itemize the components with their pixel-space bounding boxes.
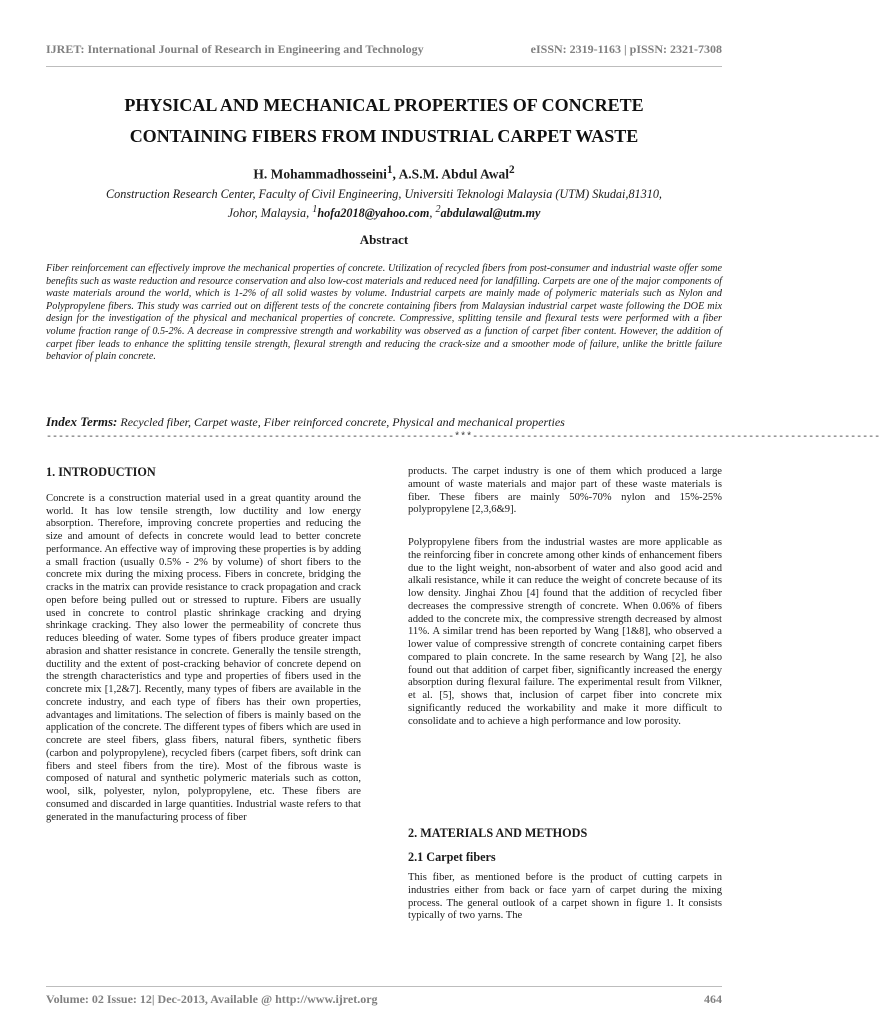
email-1-mark: 1	[312, 204, 318, 215]
abstract-text: Fiber reinforcement can effectively improve the mechanical properties of concrete. Utilization of recycled fibers from post-consumer and industrial waste offer some benefits such as waste reduction and resource conservation and also low-cost materials and reduced need for landfilling. Carpets are one of the major components of waste materials around the world, which is 1-2% of all solid wastes by volume. Industrial carpets are mainly made of polymeric materials such as Nylon and Polypropylene fibers. This study was carried out on different tests of the concrete containing fibers from Malaysian industrial carpet waste following the DOE mix design for the investigation of the physical and mechanical properties of concrete. Compressive, splitting tensile and flexural tests were performed with a fiber volume fraction range of 0.5-2%. A decrease in compressive strength and workability was observed as a function of carpet fiber content. However, the addition of carpet fiber leads to enhance the splitting tensile strength, flexural strength and reducing the crack-size and a smoother mode of failure, unlike the brittle failure behavior of plain concrete.	[46, 263, 722, 363]
author-2: A.S.M. Abdul Awal	[398, 166, 509, 182]
email-separator: ,	[429, 206, 436, 221]
index-terms	[46, 414, 722, 430]
introduction-paragraph-2: products. The carpet industry is one of them which produced a large amount of waste materials and major part of these waste materials is fiber. These fibers are mainly 50%-70% nylon and 15%-25% polypropylene [2,3,6&9].	[408, 466, 722, 516]
section-separator: --------------------------------------------------------------------***--------------------------------------------------------------------	[46, 432, 880, 443]
left-column	[46, 466, 361, 844]
title-line-1: PHYSICAL AND MECHANICAL PROPERTIES OF CONCRETE	[124, 95, 644, 115]
journal-name: IJRET: International Journal of Research in Engineering and Technology	[46, 42, 424, 56]
abstract-heading: Abstract	[359, 232, 409, 247]
page-number: 464	[704, 992, 722, 1006]
index-terms-value: Recycled fiber, Carpet waste, Fiber reinforced concrete, Physical and mechanical properties	[120, 415, 565, 429]
issn: eISSN: 2319-1163 | pISSN: 2321-7308	[530, 42, 722, 56]
email-2-mark: 2	[435, 204, 441, 215]
introduction-paragraph-3: Polypropylene fibers from the industrial wastes are more applicable as the reinforcing fiber in concrete among other kinds of enhancement fibers due to the light weight, non-absorbent of water and also good acid and alkali resistance, while it can reduce the weight of concrete because of its low density. Jinghai Zhou [4] found that the addition of recycled fiber decreases the compressive strength of concrete. When 0.06% of fibers added to the concrete mix, the compressive strength decreased by almost 11%. A similar trend has been reported by Wang [1&8], who observed a lower value of compressive strength of concrete containing carpet fibers compared to plain concrete. In the same research by Wang [2], he also found out that addition of carpet fiber, significantly increased the energy absorption during flexural failure. The experimental result from Vilkner, et al. [5], shows that, inclusion of carpet fiber into concrete mix significantly reduced the workability and make it more difficult to consolidate and to achieve a high performance and low porosity.	[408, 537, 722, 727]
paper-title	[46, 90, 722, 152]
email-2[interactable]: abdulawal@utm.my	[440, 206, 541, 221]
author-list	[46, 164, 722, 183]
introduction-heading: 1. INTRODUCTION	[46, 465, 156, 479]
title-line-2: CONTAINING FIBERS FROM INDUSTRIAL CARPET WASTE	[129, 126, 639, 146]
header-divider	[46, 66, 722, 67]
affiliation-line-1: Construction Research Center, Faculty of Civil Engineering, Universiti Teknologi Malaysia (UTM) Skudai,81310,	[106, 187, 662, 201]
right-column	[408, 466, 722, 748]
author-1: H. Mohammadhosseini	[253, 166, 387, 182]
carpet-fibers-paragraph: This fiber, as mentioned before is the product of cutting carpets in industries either from back or face yarn of carpet during the mixing process. The general outlook of a carpet shown in figure 1. It consists typically of two yarns. The	[408, 872, 722, 922]
affiliation	[46, 186, 722, 221]
footer-divider	[46, 986, 722, 987]
running-header	[46, 42, 722, 60]
author-separator: ,	[392, 166, 399, 182]
affiliation-location: Johor, Malaysia,	[227, 206, 313, 221]
index-terms-label: Index Terms:	[46, 414, 118, 429]
email-1[interactable]: hofa2018@yahoo.com	[317, 206, 430, 221]
author-2-affiliation-mark: 2	[508, 164, 515, 176]
affiliation-line-2	[46, 202, 722, 221]
materials-methods-heading: 2. MATERIALS AND METHODS	[408, 826, 588, 840]
carpet-fibers-heading: 2.1 Carpet fibers	[408, 850, 496, 864]
volume-info: Volume: 02 Issue: 12| Dec-2013, Available @ http://www.ijret.org	[46, 992, 378, 1006]
author-1-affiliation-mark: 1	[386, 164, 393, 176]
introduction-paragraph-1: Concrete is a construction material used in a great quantity around the world. It has low tensile strength, low ductility and low energy absorption. Therefore, improving concrete properties and reducing the size and amount of defects in concrete would lead to better concrete performance. An effective way of improving these properties is by adding a small fraction (usually 0.5% - 2% by volume) of short fibers to the concrete mix during the mixing process. Fibers in concrete, bridging the cracks in the matrix can provide resistance to crack propagation and crack open before being pulled out or stressed to rupture. Fibers are usually used in concrete to control plastic shrinkage cracking and drying shrinkage cracking. They also lower the permeability of concrete thus reduces bleeding of water. Some types of fibers produce greater impact abrasion and shatter resistance in concrete. Generally the tensile strength, ductility and the extent of post-cracking behavior of concrete depend on the strength characteristics and type and properties of fibers used in the concrete mix [1,2&7]. Recently, many types of fibers are available in the concrete industry, and each type of fibers has their own properties, advantages and limitations. The selection of fibers is mainly based on the application of the concrete. The different types of fibers which are used in concrete are steel fibers, glass fibers, natural fibers, synthetic fibers (carbon and polypropylene), recycled fibers (carpet fibers, soft drink can fibers and steel fibers from the tire). Most of the fibrous waste is composed of natural and synthetic polymeric materials such as cotton, wool, silk, polyester, nylon, polypropylene, etc. These fibers are consumed and discarded in large quantities. Industrial waste refers to that generated in the manufacturing process of fiber	[46, 492, 361, 823]
